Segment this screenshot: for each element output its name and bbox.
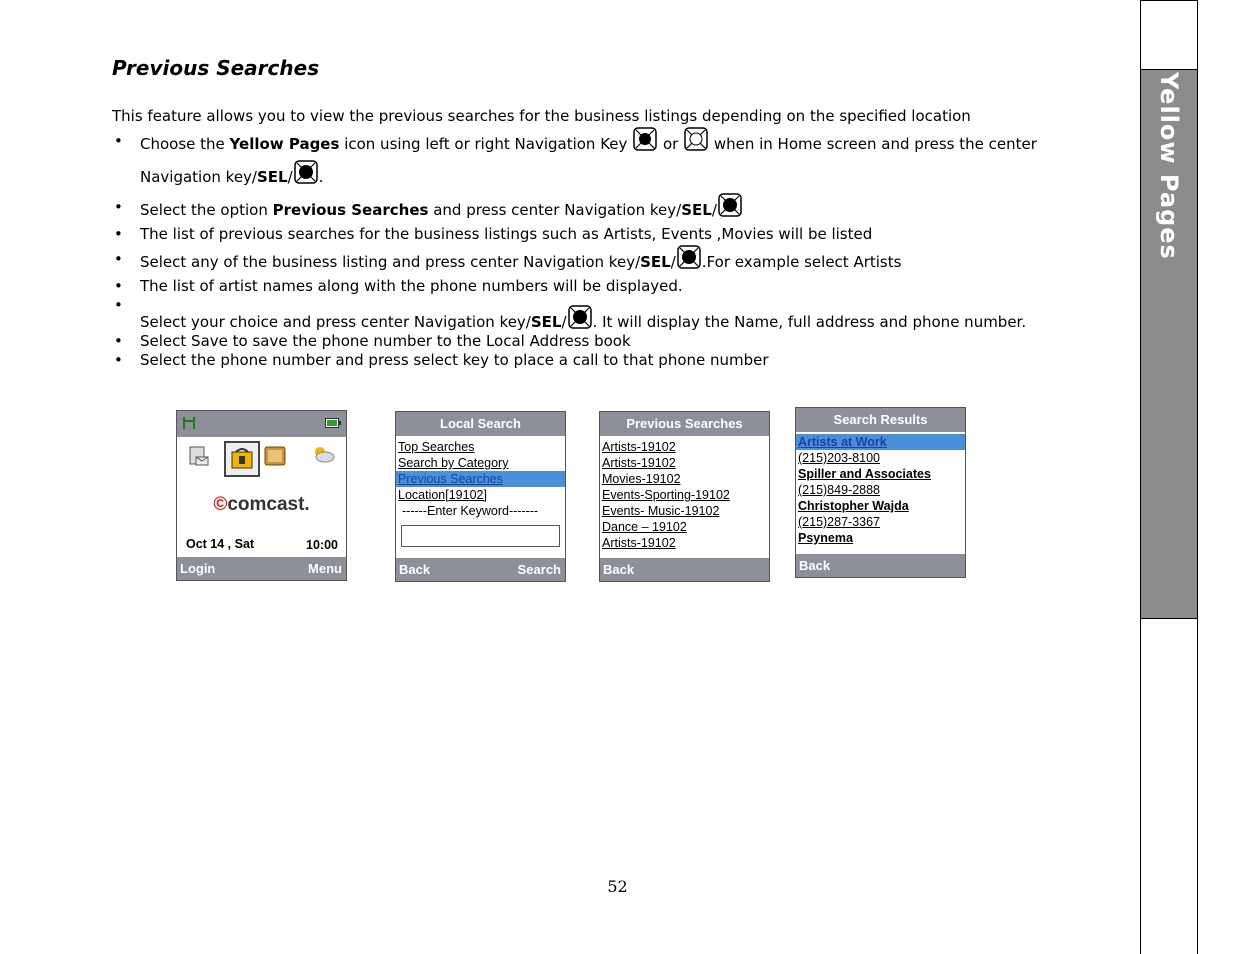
screen-header: Search Results: [796, 408, 965, 432]
result-name[interactable]: Artists at Work: [796, 434, 965, 450]
screen-header: Previous Searches: [600, 412, 769, 436]
softkey-bar: [396, 558, 565, 581]
back-softkey[interactable]: Back: [399, 562, 431, 577]
center-nav-key-icon: [676, 244, 702, 270]
side-border: [1197, 0, 1198, 954]
home-date: Oct 14 , Sat: [186, 537, 255, 551]
keyword-input[interactable]: [401, 525, 560, 547]
home-screen: [176, 410, 347, 581]
side-border: [1140, 0, 1198, 1]
left-nav-key-icon: [632, 126, 658, 152]
menu-item-search-by-category[interactable]: Search by Category: [398, 456, 509, 470]
list-item: • Select Save to save the phone number to the Local Address book: [112, 332, 1042, 351]
page-title: Previous Searches: [112, 56, 320, 80]
list-item[interactable]: Artists-19102: [602, 440, 676, 454]
list-item[interactable]: Movies-19102: [602, 472, 681, 486]
list-item[interactable]: Artists-19102: [602, 456, 676, 470]
local-search-screen: [395, 411, 566, 582]
list-item[interactable]: Events- Music-19102: [602, 504, 720, 518]
search-results-screen: [795, 407, 966, 578]
menu-item-previous-searches[interactable]: Previous Searches: [396, 471, 565, 487]
menu-item-top-searches[interactable]: Top Searches: [398, 440, 475, 454]
search-softkey[interactable]: Search: [517, 562, 561, 577]
list-item: • Select any of the business listing and press center Navigation key/SEL/ .For example select Artists: [112, 244, 1042, 277]
messages-icon[interactable]: [187, 445, 209, 467]
menu-list: [396, 436, 565, 547]
home-time: 10:00: [306, 538, 338, 552]
list-item: • Select the phone number and press select key to place a call to that phone number: [112, 351, 1042, 370]
menu-softkey[interactable]: Menu: [308, 561, 342, 576]
list-item[interactable]: Dance – 19102: [602, 520, 687, 534]
search-history-list: [600, 436, 769, 551]
result-name[interactable]: Spiller and Associates: [798, 467, 931, 481]
center-nav-key-icon: [717, 192, 743, 218]
result-phone[interactable]: (215)287-3367: [798, 515, 881, 529]
list-item: • Select the option Previous Searches and press center Navigation key/SEL/: [112, 192, 1042, 225]
result-name[interactable]: Psynema: [798, 531, 853, 545]
softkey-bar: [177, 557, 346, 580]
weather-icon[interactable]: [311, 445, 335, 463]
softkey-bar: [600, 558, 769, 581]
center-nav-key-icon: [293, 159, 319, 185]
page-number: 52: [607, 877, 628, 896]
signal-icon: [181, 415, 197, 431]
comcast-logo: ©comcast.: [213, 494, 310, 515]
list-item[interactable]: Artists-19102: [602, 536, 676, 550]
back-softkey[interactable]: Back: [603, 562, 635, 577]
result-name[interactable]: Christopher Wajda: [798, 499, 909, 513]
right-nav-key-icon: [683, 126, 709, 152]
battery-icon: [325, 418, 341, 428]
results-list: [796, 432, 965, 546]
status-bar: [177, 411, 346, 437]
section-tab-label: Yellow Pages: [1155, 72, 1183, 260]
result-phone[interactable]: (215)849-2888: [798, 483, 881, 497]
intro-text: This feature allows you to view the previous searches for the business listings depending on the specified location: [112, 107, 971, 125]
list-item: • The list of artist names along with the phone numbers will be displayed.: [112, 277, 1042, 296]
menu-item-location[interactable]: Location[19102]: [398, 488, 487, 502]
list-item[interactable]: Events-Sporting-19102: [602, 488, 730, 502]
list-item: • Select your choice and press center Navigation key/SEL/ . It will display the Name, full address and phone number.: [112, 296, 1042, 332]
app-icon-row: [177, 437, 346, 481]
softkey-bar: [796, 554, 965, 577]
screen-header: Local Search: [396, 412, 565, 436]
result-phone[interactable]: (215)203-8100: [798, 451, 881, 465]
login-softkey[interactable]: Login: [180, 561, 216, 576]
address-book-icon[interactable]: [263, 445, 287, 467]
previous-searches-screen: [599, 411, 770, 582]
instruction-list: [112, 126, 1042, 370]
back-softkey[interactable]: Back: [799, 558, 831, 573]
list-item: • The list of previous searches for the business listings such as Artists, Events ,Movies will be listed: [112, 225, 1042, 244]
list-item: • Choose the Yellow Pages icon using left or right Navigation Key or when in Home screen and press the center Navigation key/SEL/ .: [112, 126, 1042, 192]
keyword-label: ------Enter Keyword-------: [402, 504, 539, 518]
center-nav-key-icon: [567, 304, 593, 330]
yellow-pages-icon[interactable]: [224, 441, 260, 477]
